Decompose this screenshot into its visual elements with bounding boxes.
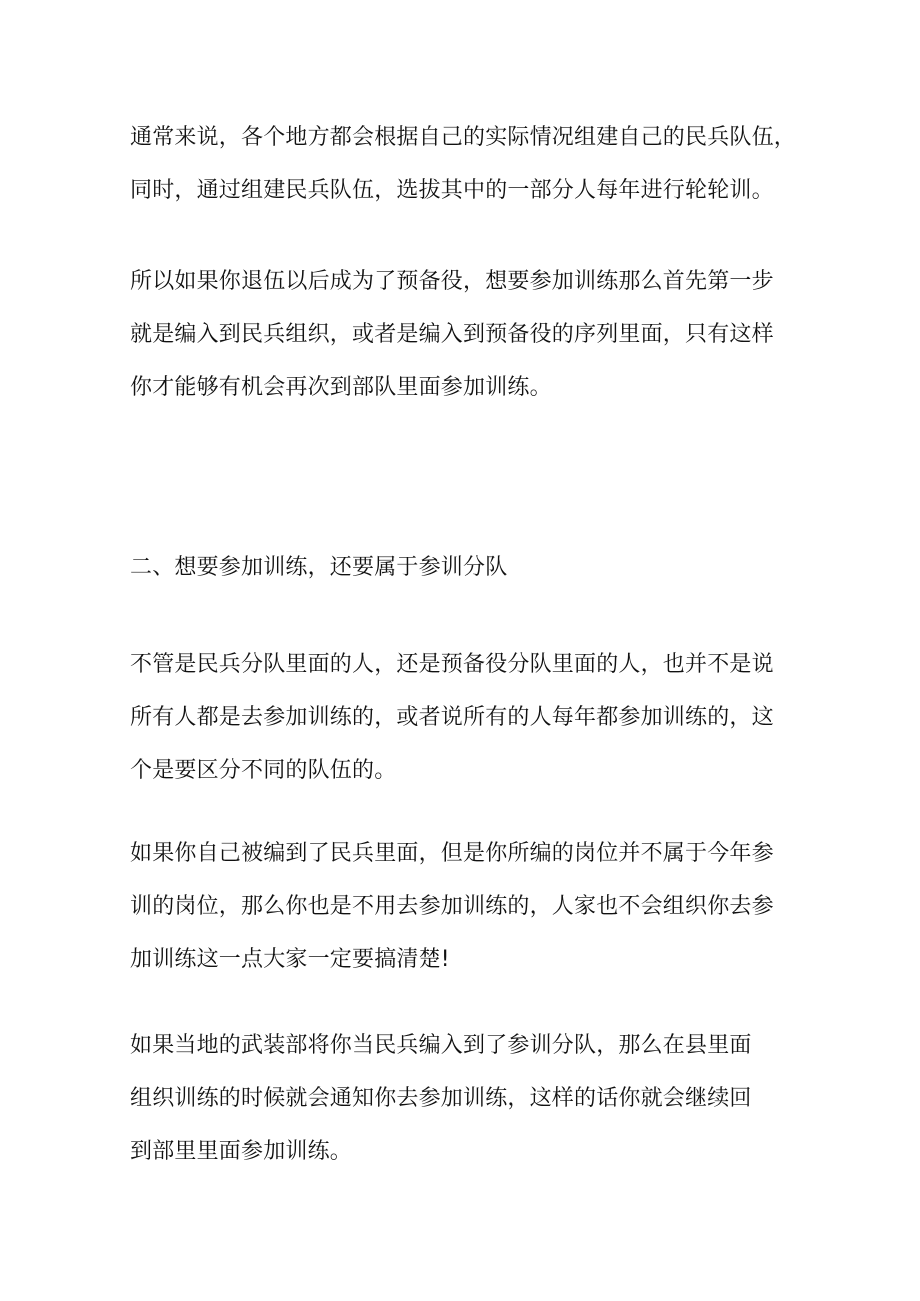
section-heading [130,541,810,594]
paragraph-line: 加训练这一点大家一定要搞清楚! [130,947,450,972]
paragraph-line: 到部里里面参加训练。 [130,1139,353,1164]
paragraph-1 [130,111,810,217]
section-heading-text: 二、想要参加训练，还要属于参训分队 [130,555,508,580]
paragraph-line: 如果你自己被编到了民兵里面，但是你所编的岗位并不属于今年参 [130,841,774,866]
paragraph-line: 个是要区分不同的队伍的。 [130,758,397,783]
paragraph-2 [130,255,810,414]
paragraph-3 [130,638,810,797]
paragraph-line: 你才能够有机会再次到部队里面参加训练。 [130,375,552,400]
paragraph-4 [130,827,810,986]
paragraph-5 [130,1019,810,1178]
paragraph-line: 所以如果你退伍以后成为了预备役，想要参加训练那么首先第一步 [130,269,774,294]
paragraph-line: 所有人都是去参加训练的，或者说所有的人每年都参加训练的，这 [130,705,774,730]
paragraph-line: 就是编入到民兵组织，或者是编入到预备役的序列里面，只有这样 [130,322,774,347]
paragraph-line: 不管是民兵分队里面的人，还是预备役分队里面的人，也并不是说 [130,652,774,677]
paragraph-line: 同时，通过组建民兵队伍，选拔其中的一部分人每年进行轮轮训。 [130,178,774,203]
paragraph-line: 通常来说，各个地方都会根据自己的实际情况组建自己的民兵队伍， [130,125,797,150]
paragraph-line: 如果当地的武装部将你当民兵编入到了参训分队，那么在县里面 [130,1033,752,1058]
paragraph-line: 训的岗位，那么你也是不用去参加训练的，人家也不会组织你去参 [130,894,774,919]
paragraph-line: 组织训练的时候就会通知你去参加训练，这样的话你就会继续回 [130,1086,752,1111]
